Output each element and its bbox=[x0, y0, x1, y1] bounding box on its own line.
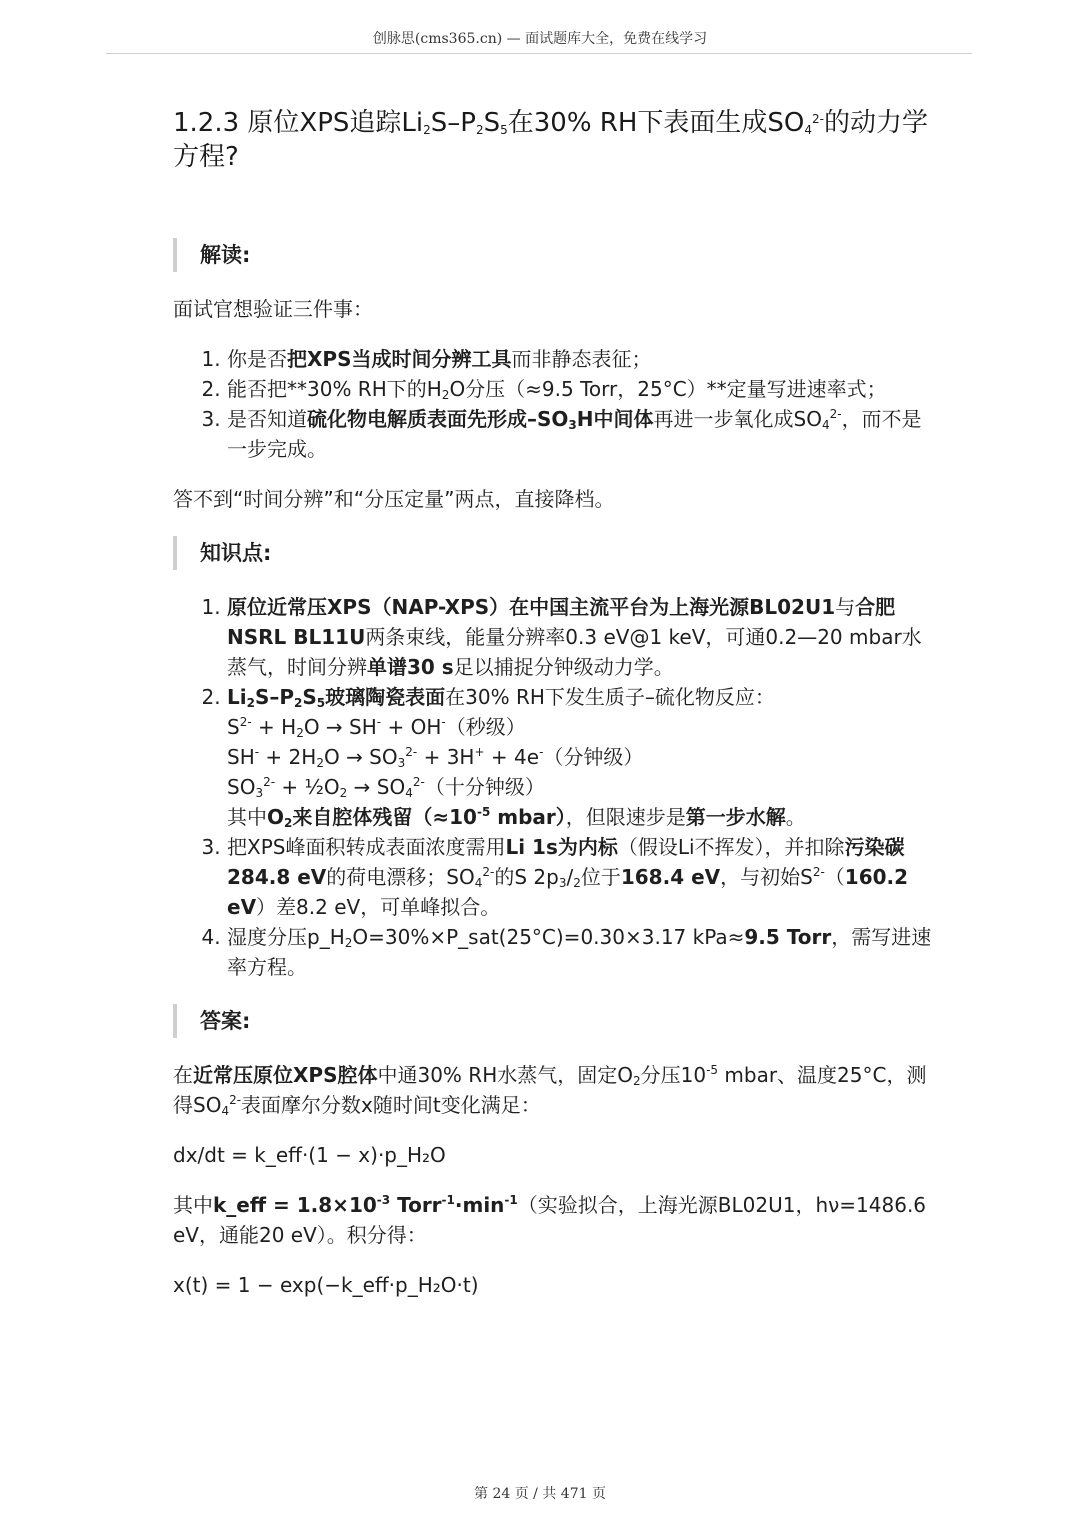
question-title: 1.2.3 原位XPS追踪$Li_2S-P_2S_5$在30% RH下表面生成$SO_4^{2-}$的动力学方程? bbox=[173, 108, 929, 172]
integrated-equation: x(t) = 1 − exp(−k_eff·p_H₂O·t) bbox=[173, 1273, 479, 1297]
interpretation-intro: 面试官想验证三件事： bbox=[173, 297, 373, 321]
list-item: 1. 原位近常压XPS（NAP-XPS）在中国主流平台为上海光源BL02U1与合肥NSRL BL11U两条束线，能量分辨率0.3 eV@1 keV，可通0.2—20 mbar水蒸气，时间分辨单谱30 s足以捕捉分钟级动力学。 bbox=[227, 592, 933, 682]
reaction-equation: $SH^- + 2H_2O \to SO_3^{2-} + 3H^+ + 4e^-$（分钟级） bbox=[227, 745, 644, 770]
interpretation-list bbox=[173, 344, 933, 464]
section-heading-knowledge: 知识点: bbox=[173, 536, 933, 570]
list-item: 1. 你是否把XPS当成时间分辨工具而非静态表征； bbox=[227, 344, 933, 374]
knowledge-list bbox=[173, 592, 933, 982]
section-heading-interpretation: 解读: bbox=[173, 238, 933, 272]
document-body bbox=[173, 106, 933, 1320]
reaction-equation: $S^{2-} + H_2O \to SH^- + OH^-$（秒级） bbox=[227, 715, 526, 740]
section-heading-answer: 答案: bbox=[173, 1004, 933, 1038]
reaction-intro: 2. $Li_2S-P_2S_5$玻璃陶瓷表面在30% RH下发生质子–硫化物反应： bbox=[227, 685, 775, 710]
list-item bbox=[227, 682, 933, 832]
interpretation-conclusion: 答不到“时间分辨”和“分压定量”两点，直接降档。 bbox=[173, 487, 615, 511]
reaction-equation: $SO_3^{2-}$ + $\frac{1}{2}O_2 \to SO_4^{2-}$（十分钟级） bbox=[227, 775, 545, 800]
list-item: 3. 把XPS峰面积转成表面浓度需用Li 1s为内标（假设Li不挥发），并扣除污染碳284.8 eV的荷电漂移；$SO_4^{2-}$的S $2p_3/_2$位于168.4 eV，与初始$S^{2-}(160.2$ eV）差8.2 eV，可单峰拟合。 bbox=[227, 832, 933, 922]
rate-limiting-note: 其中$O_2$来自腔体残留（$\approx 10^{-5}$ mbar），但限速步是第一步水解。 bbox=[227, 805, 806, 830]
answer-paragraph: 其中k_eff = $1.8\times 10^{-3}$ $Torr^{-1}\cdot\min^{-1}$（实验拟合，上海光源BL02U1，hν=1486.6 eV，通能20 eV）。积分得： bbox=[173, 1193, 927, 1247]
rate-equation: dx/dt = k_eff·(1 − x)·p_H₂O bbox=[173, 1143, 446, 1167]
page-number: 第 24 页 / 共 471 页 bbox=[474, 1486, 606, 1502]
list-item: 4. 湿度分压$p\_H_2O=30\%\times P\_sat(25^\circ C)=0.30\times 3.17$ kPa≈9.5 Torr，需写进速率方程。 bbox=[227, 922, 933, 982]
header-divider bbox=[106, 53, 972, 54]
answer-paragraph: 在近常压原位XPS腔体中通30% RH水蒸气，固定$O_2$分压$10^{-5}$ mbar、温度25°C，测得$SO_4^{2-}$表面摩尔分数x随时间t变化满足： bbox=[173, 1063, 927, 1118]
list-item: 2. 能否把**30% RH下的$H_2O$分压（≈9.5 Torr，25°C）**定量写进速率式； bbox=[227, 374, 933, 404]
list-item: 3. 是否知道硫化物电解质表面先形成$-SO_3H$中间体再进一步氧化成$SO_4^{2-}$，而不是一步完成。 bbox=[227, 404, 933, 464]
running-header: 创脉思(cms365.cn) — 面试题库大全，免费在线学习 bbox=[372, 31, 708, 47]
